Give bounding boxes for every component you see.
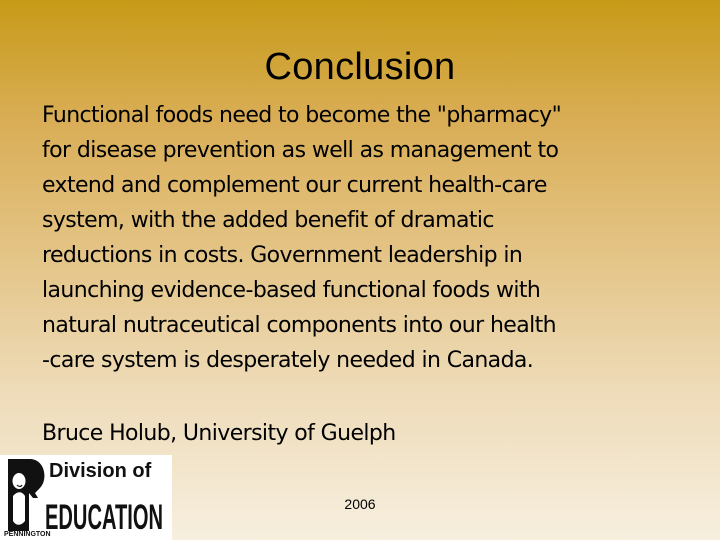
body-line: Functional foods need to become the "pharmacy" bbox=[42, 103, 562, 128]
body-line: -care system is desperately needed in Canada. bbox=[42, 348, 534, 373]
logo-small-text: PENNINGTON bbox=[4, 531, 51, 538]
body-line: launching evidence-based functional foods with bbox=[42, 278, 541, 303]
conclusion-text bbox=[42, 98, 692, 378]
division-of-education-logo bbox=[0, 455, 172, 540]
attribution: Bruce Holub, University of Guelph bbox=[42, 421, 396, 446]
slide-title: Conclusion bbox=[264, 46, 456, 88]
logo-graphic bbox=[0, 455, 172, 540]
body-line: for disease prevention as well as management to bbox=[42, 138, 559, 163]
body-line: system, with the added benefit of dramatic bbox=[42, 208, 494, 233]
logo-line-education: EDUCATION bbox=[45, 498, 163, 537]
footer-year: 2006 bbox=[344, 496, 376, 512]
body-line: extend and complement our current health-care bbox=[42, 173, 547, 198]
body-line: reductions in costs. Government leadership in bbox=[42, 243, 523, 268]
logo-line-division: Division of bbox=[49, 460, 152, 482]
body-line: natural nutraceutical components into our health bbox=[42, 313, 556, 338]
